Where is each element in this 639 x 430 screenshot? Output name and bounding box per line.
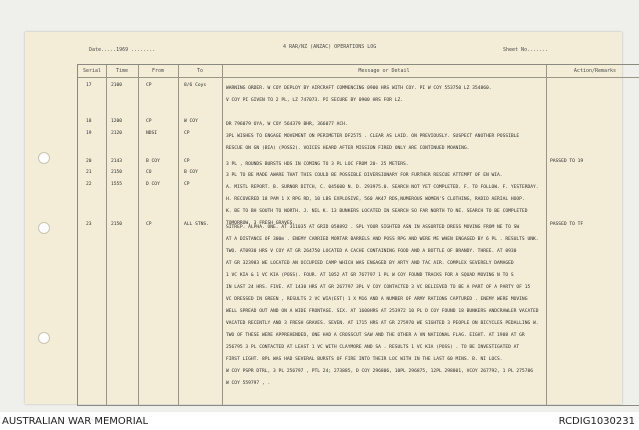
row-from: NDSI (146, 131, 158, 136)
row-message-line: W COY 559797 , . (226, 381, 271, 386)
operations-log-table (77, 64, 639, 406)
column-header-from: From (151, 68, 165, 74)
row-message-line: SITREP. ALPHA. ONE. AT 311035 AT GRID 058892 . SPL YOUR SIGHTED ASN IN ASSORTED DRESS MOVING FROM NE TO SW (226, 225, 520, 230)
row-action: PASSED TO TF (550, 222, 584, 227)
row-message-line: 1 VC KIA & 1 VC KIA (POSS). FOUR. AT 1052 AT GR 767797 1 PL W COY FOUND TRACKS FOR A SQUAD MOVING N TO S (226, 273, 514, 278)
row-time: 2150 (111, 222, 123, 227)
row-time: 1200 (111, 119, 123, 124)
row-from: D COY (146, 182, 160, 187)
row-message-line: TWO. AT0930 HRS V COY AT GR 264750 LOCATED A CACHE CONTAINING FOOD AND A BOTTLE OF BRANDY. THREE. AT 0930 (226, 249, 517, 254)
row-time: 2143 (111, 159, 123, 164)
punch-hole (38, 152, 50, 164)
row-time: 2120 (111, 131, 123, 136)
row-serial: 21 (86, 170, 92, 175)
column-header-serial: Serial (82, 68, 102, 74)
row-serial: 18 (86, 119, 92, 124)
row-message-line: WARNING ORDER. W COY DEPLOY BY AIRCRAFT COMMENCING 0900 HRS WITH COY. PI W COY 553750 LZ 354860. (226, 86, 492, 91)
row-serial: 20 (86, 159, 92, 164)
row-message-line: V COY PI GIVEN TO 2 PL, LZ 747073. PI SECURE BY 0900 HRS FOR LZ. (226, 98, 404, 103)
row-message-line: 256795 3 PL CONTACTED AT LEAST 1 VC WITH CLAYMORE AND SA . RESULTS 1 VC KIA (POSS) . TO BE INVESTIGATED AT (226, 345, 520, 350)
row-message-line: A. MISTL REPORT. B. SURNOR DITCH, C. 045600 N. D. 293975.0. SEARCH NOT YET COMPLETED. F. TO FOLLOW. F. YESTERDAY. (226, 185, 539, 190)
row-message-line: RESCUE ON GN (BIA) (POSS2). VOICES HEARD AFTER MISSION FIRED ONLY ARE CONTINUED MOANING. (226, 146, 470, 151)
row-time: 2150 (111, 170, 123, 175)
row-from: CO (146, 170, 152, 175)
date-label: Date.....1969 ........ (89, 47, 156, 53)
row-time: 2100 (111, 83, 123, 88)
row-message-line: 3PL WISHES TO ENGAGE MOVEMENT ON PERIMETER DF2575 . CLEAR AS LAID. ON PREVIOUSLY. SUSPECT ANOTHER POSSIBLE (226, 134, 520, 139)
row-serial: 17 (86, 83, 92, 88)
row-from: CP (146, 119, 152, 124)
archive-name: AUSTRALIAN WAR MEMORIAL (2, 416, 149, 427)
column-divider (222, 65, 223, 405)
row-message-line: W COY PSPR DTRL, 3 PL 256797 , PTL 24; 273885, D COY 296806, 10PL 296875, 12PL 298801, VCOY 267792, 1 PL 275786 (226, 369, 533, 374)
row-message-line: DR 796079 OYA, W COY 564379 BHR, 366077 ACH. (226, 122, 348, 127)
column-divider (178, 65, 179, 405)
punch-hole (38, 332, 50, 344)
row-serial: 19 (86, 131, 92, 136)
column-header-action: Action/Remarks (573, 68, 617, 74)
row-from: CP (146, 83, 152, 88)
row-message-line: IN LAST 24 HRS. FIVE. AT 1430 HRS AT GR 267797 3PL V COY CONTACTED 3 VC BELIEVED TO BE A PART OF A PARTY OF 15 (226, 285, 531, 290)
sheet-number-label: Sheet No....... (503, 47, 549, 53)
operations-log-sheet (25, 32, 622, 404)
row-to: W COY (184, 119, 198, 124)
column-header-message: Message or Detail (358, 68, 410, 74)
row-to: CP (184, 131, 190, 136)
row-time: 1555 (111, 182, 123, 187)
row-message-line: H. RECOVERED 18 PAM 1 X RPG RD, 10 LBS EXPLOSIVE, 560 AK47 RDS,NUMEROUS WOMEN'S CLOTHING, RADIO AERIAL HOOP. (226, 197, 525, 202)
row-message-line: FIRST LIGHT. 8PL WAS HAD SEVERAL BURSTS OF FIRE INTO THEIR LOC WITH IN THE LAST 60 MINS. B. NI LOCS. (226, 357, 503, 362)
column-divider (106, 65, 107, 405)
row-to: 8/6 Coys (184, 83, 207, 88)
row-message-line: TOMORROW, 3 FRESH GRAVES. (226, 221, 296, 226)
row-message-line: AT GR 323983 WE LOCATED AN OCCUPIED CAMP WHICH WAS ENGAGED BY ARTY AND TAC AIR. COMPLEX SEVERELY DAMAGED (226, 261, 514, 266)
row-action: PASSED TO 19 (550, 159, 584, 164)
row-message-line: K. BE TO BH SOUTH TO NORTH. J. NIL K. 13 BUNKERS LOCATED IN SEARCH SO FAR NORTH TO NE. SEARCH TO BE COMPLETED (226, 209, 528, 214)
column-header-to: To (196, 68, 204, 74)
row-to: CP (184, 182, 190, 187)
column-divider (138, 65, 139, 405)
document-id: RCDIG1030231 (558, 416, 635, 427)
row-message-line: VC DRESSED IN GREEN , RESULTS 2 VC WIA(EST) 1 X M16 AND A NUMBER OF ARMY RATIONS CAPTURED . ENEMY WERE MOVING (226, 297, 528, 302)
punch-hole (38, 222, 50, 234)
header-divider (78, 77, 639, 78)
row-to: B COY (184, 170, 198, 175)
row-message-line: AT A DISTANCE OF 300m . ENEMY CARRIED MORTAR BARRELS AND POSS RPG AND WERE ME WHEN ENGAGED BY 6 PL . RESULTS UNK. (226, 237, 539, 242)
row-serial: 22 (86, 182, 92, 187)
row-message-line: WELL SPREAD OUT AND ON A WIDE FRONTAGE. SIX. AT 1600HRS AT 253972 10 PL D COY FOUND 18 BUNKERS ANDCRAWLER VACATED (226, 309, 539, 314)
row-to: CP (184, 159, 190, 164)
column-divider (546, 65, 547, 405)
row-message-line: VACATED RECENTLY AND 3 FRESH GRAVES. SEVEN. AT 1715 HRS AT GR 275970 WE SIGHTED 3 PEOPLE ON BICYCLES PEDALLING W. (226, 321, 539, 326)
row-message-line: 3 PL TO BE MADE AWARE THAT THIS COULD BE POSSIBLE DIVERSIONARY FOR FURTHER RESCUE ATTEMPT OF EN WIA. (226, 173, 503, 178)
row-from: CP (146, 222, 152, 227)
archive-footer (0, 412, 639, 430)
row-message-line: 3 PL , ROUNDS BURSTS HDS IN COMING TO 3 PL LOC FROM 20- 25 METERS. (226, 162, 409, 167)
log-title: 4 RAR/NZ (ANZAC) OPERATIONS LOG (283, 44, 377, 50)
row-serial: 23 (86, 222, 92, 227)
row-message-line: TWO OF THESE WERE APPREHENDED, ONE HAD A CROSSCUT SAW AND THE OTHER A VN NATIONAL FLAG. EIGHT. AT 1908 AT GR (226, 333, 525, 338)
row-from: B COY (146, 159, 160, 164)
column-header-time: Time (115, 68, 129, 74)
row-to: ALL STNS. (184, 222, 209, 227)
